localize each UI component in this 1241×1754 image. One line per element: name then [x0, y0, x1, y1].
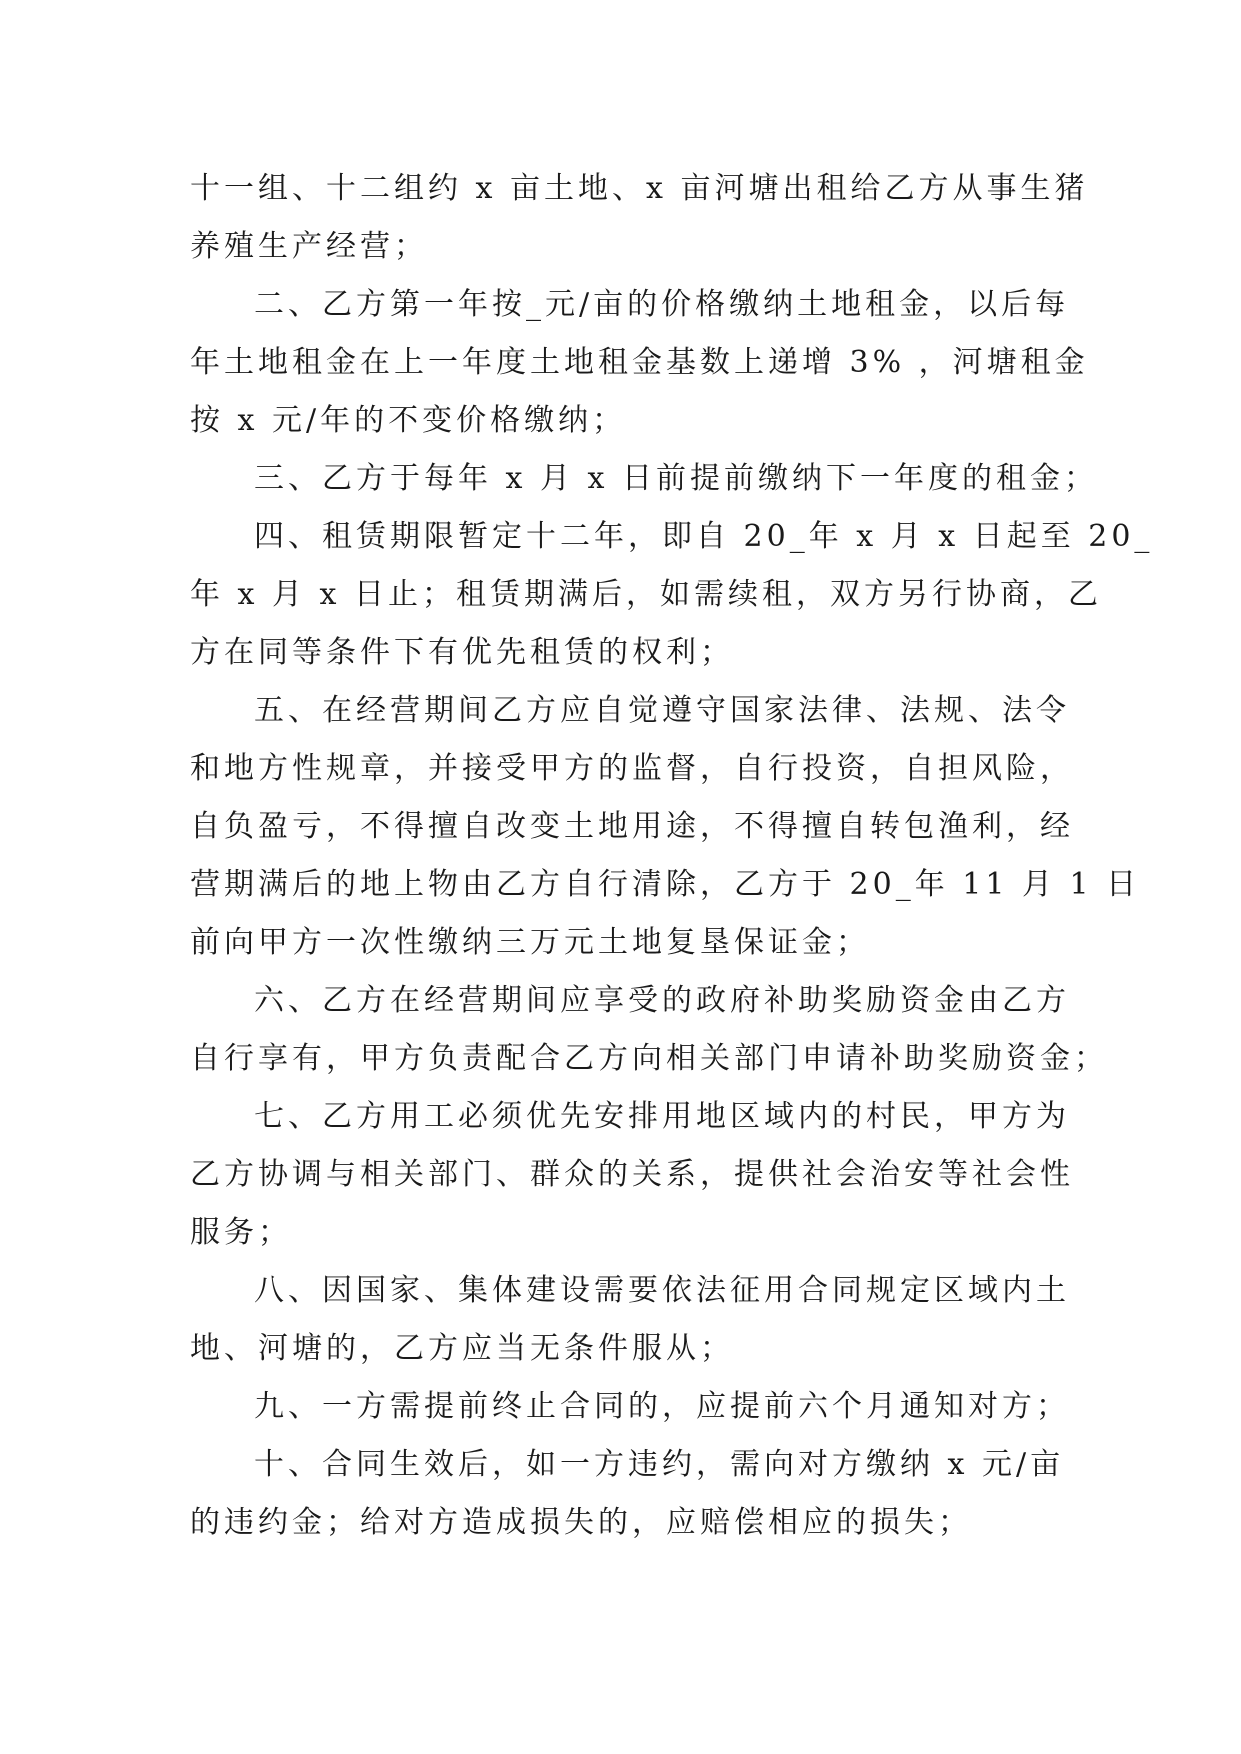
text-line: 按 x 元/年的不变价格缴纳； [190, 403, 627, 438]
clause-3-start: 三、乙方于每年 x 月 x 日前提前缴纳下一年度的租金； [254, 461, 1098, 496]
clause-6-start: 六、乙方在经营期间应享受的政府补助奖励资金由乙方 [254, 983, 1070, 1018]
clause-2-start: 二、乙方第一年按_元/亩的价格缴纳土地租金，以后每 [254, 287, 1070, 322]
text-line: 营期满后的地上物由乙方自行清除，乙方于 20_年 11 月 1 日 [190, 867, 1141, 902]
text-line: 乙方协调与相关部门、群众的关系，提供社会治安等社会性 [190, 1157, 1074, 1192]
text-line: 十一组、十二组约 x 亩土地、x 亩河塘出租给乙方从事生猪 [190, 171, 1089, 206]
clause-5-start: 五、在经营期间乙方应自觉遵守国家法律、法规、法令 [254, 693, 1070, 728]
text-line: 年土地租金在上一年度土地租金基数上递增 3% ，河塘租金 [190, 345, 1089, 380]
clause-10-start: 十、合同生效后，如一方违约，需向对方缴纳 x 元/亩 [254, 1447, 1065, 1482]
contract-body [190, 160, 1154, 1552]
text-line: 地、河塘的，乙方应当无条件服从； [190, 1331, 734, 1366]
text-line: 自行享有，甲方负责配合乙方向相关部门申请补助奖励资金； [190, 1041, 1108, 1076]
clause-9-start: 九、一方需提前终止合同的，应提前六个月通知对方； [254, 1389, 1070, 1424]
text-line: 自负盈亏，不得擅自改变土地用途，不得擅自转包渔利，经 [190, 809, 1074, 844]
clause-4-start: 四、租赁期限暂定十二年，即自 20_年 x 月 x 日起至 20_ [254, 519, 1154, 554]
text-line: 前向甲方一次性缴纳三万元土地复垦保证金； [190, 925, 870, 960]
text-line: 年 x 月 x 日止；租赁期满后，如需续租，双方另行协商，乙 [190, 577, 1102, 612]
text-line: 服务； [190, 1215, 292, 1250]
text-line: 的违约金；给对方造成损失的，应赔偿相应的损失； [190, 1505, 972, 1540]
clause-7-start: 七、乙方用工必须优先安排用地区域内的村民，甲方为 [254, 1099, 1070, 1134]
text-line: 养殖生产经营； [190, 229, 428, 264]
text-line: 和地方性规章，并接受甲方的监督，自行投资，自担风险， [190, 751, 1074, 786]
text-line: 方在同等条件下有优先租赁的权利； [190, 635, 734, 670]
clause-8-start: 八、因国家、集体建设需要依法征用合同规定区域内土 [254, 1273, 1070, 1308]
